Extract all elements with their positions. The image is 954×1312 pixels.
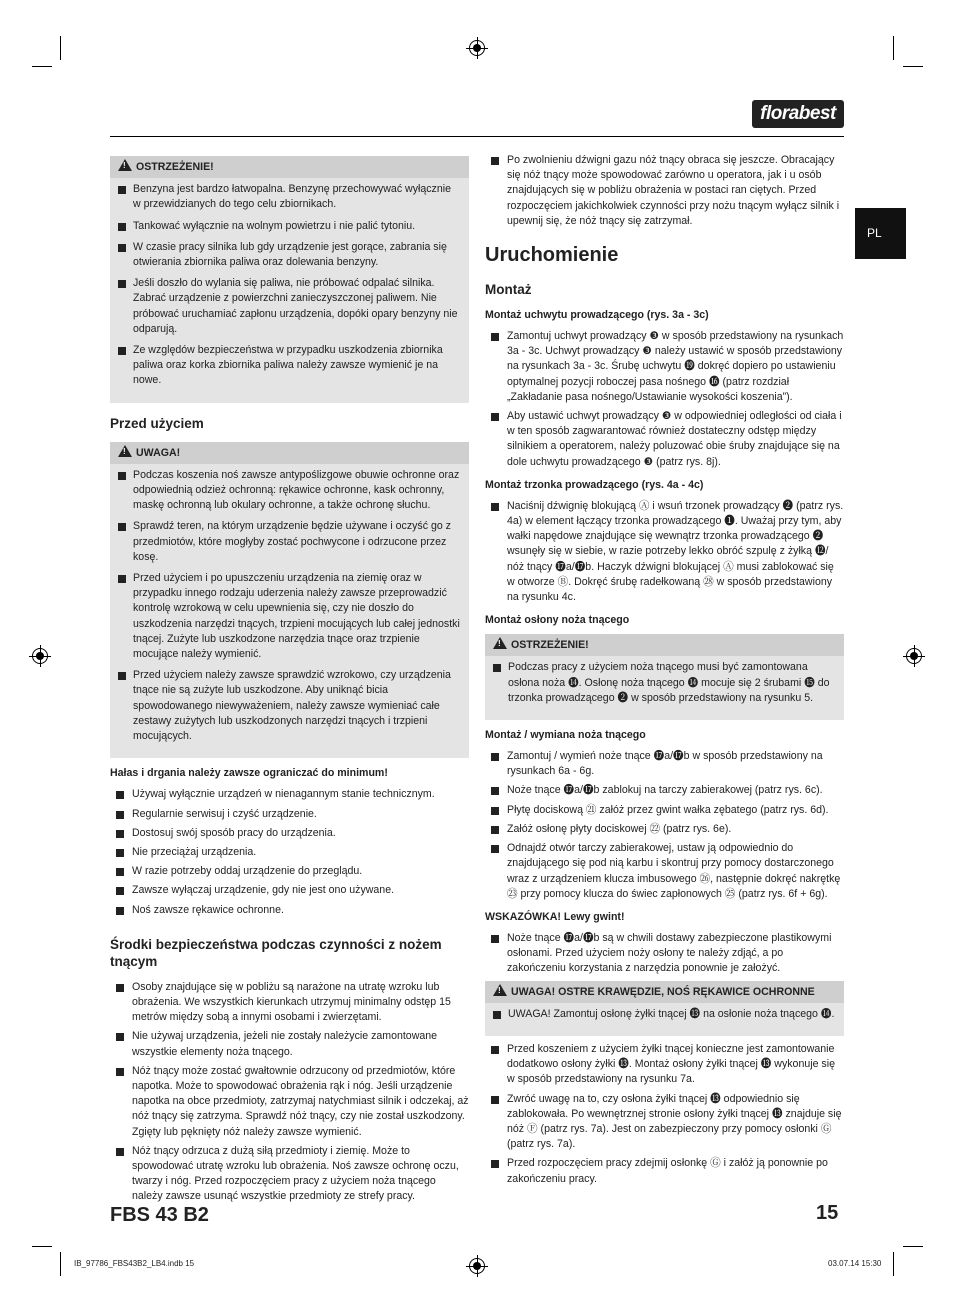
- right-column: [485, 153, 844, 1191]
- crop-mark: [893, 1252, 894, 1276]
- list-item: Benzyna jest bardzo łatwopalna. Benzynę przechowywać wyłącznie w przewidzianych do tego celu zbiornikach.: [118, 182, 461, 212]
- caution-box: [485, 981, 844, 1036]
- brand-logo: florabest: [752, 100, 844, 128]
- list-item: Noże tnące ⓱a/⓱b zablokuj na tarczy zabierakowej (patrz rys. 6c).: [485, 783, 844, 798]
- section-title: Montaż: [485, 282, 532, 298]
- warning-header: !OSTRZEŻENIE!: [110, 156, 469, 178]
- list-item: Po zwolnieniu dźwigni gazu nóż tnący obraca się jeszcze. Obracający się nóż tnący może spowodować zarówno u operatora, jak i u osób znajdujących się w pobliżu obrażenia w postaci ran ciętych. Przed rozpoczęciem jakichkolwiek czynności przy nożu tnącym wyłącz silnik i upewnij się, że nóż tnący się zatrzymał.: [485, 153, 844, 229]
- subsection-title: Montaż trzonka prowadzącego (rys. 4a - 4c): [485, 478, 704, 491]
- subsection-title: Montaż osłony noża tnącego: [485, 614, 630, 627]
- list-item: UWAGA! Zamontuj osłonę żyłki tnącej ⓭ na osłonie noża tnącego ⓮.: [493, 1007, 836, 1022]
- list-item: Jeśli doszło do wylania się paliwa, nie próbować odpalać silnika. Zabrać urządzenie z powierzchni zanieczyszczonej paliwem. Nie próbować uruchamiać zapłonu urządzenia, dopóki opary benzyny nie odparują.: [118, 276, 461, 337]
- file-info: IB_97786_FBS43B2_LB4.indb 15: [74, 1259, 195, 1268]
- language-tab: PL: [855, 208, 906, 259]
- page-number: 15: [816, 1202, 839, 1224]
- list-item: W razie potrzeby oddaj urządzenie do przeglądu.: [110, 864, 469, 879]
- list-item: Przed rozpoczęciem pracy zdejmij osłonkę Ⓖ i załóż ją ponownie po zakończeniu pracy.: [485, 1156, 844, 1186]
- list-item: Przed użyciem i po upuszczeniu urządzenia na ziemię oraz w przypadku innego rodzaju uderzenia należy zawsze przeprowadzić kontrolę wzrokową w celu upewnienia się, czy nie doszło do uszkodzenia narzędzi tnących, trzpieni mocujących lub całej jednostki tnącej. Zużyte lub uszkodzone narzędzia tnące oraz trzpienie mocujące należy wymienić.: [118, 571, 461, 662]
- crop-mark: [893, 36, 894, 60]
- caution-header: !UWAGA!: [110, 442, 469, 464]
- caution-box: [110, 442, 469, 759]
- registration-mark-icon: [32, 648, 48, 664]
- list-item: Podczas koszenia noś zawsze antypoślizgowe obuwie ochronne oraz odpowiednią odzież ochronną: rękawice ochronne, kask ochronny, maskę ochronną lub okulary ochronne, a także ochronę słuchu.: [118, 468, 461, 514]
- crop-mark: [903, 1246, 923, 1247]
- list-item: Regularnie serwisuj i czyść urządzenie.: [110, 807, 469, 822]
- list-item: Odnajdź otwór tarczy zabierakowej, ustaw ją odpowiednio do znajdującego się pod nią karbu i skontruj przy pomocy dostarczonego wraz z urządzeniem klucza imbusowego ㉖, następnie dokręć nakrętkę ㉓ przy pomocy klucza do świec zapłonowych ㉕ (patrz rys. 6f + 6g).: [485, 841, 844, 902]
- list-item: W czasie pracy silnika lub gdy urządzenie jest gorące, zabrania się otwierania zbiornika paliwa oraz dolewania benzyny.: [118, 240, 461, 270]
- warning-icon: [493, 637, 507, 649]
- list-item: Osoby znajdujące się w pobliżu są narażone na utratę wzroku lub obrażenia. We wszystkich kierunkach utrzymuj minimalny odstęp 15 metrów między sobą a innymi osobami i zwierzętami.: [110, 980, 469, 1026]
- section-title: Środki bezpieczeństwa podczas czynności z nożem tnącym: [110, 936, 442, 969]
- main-title: Uruchomienie: [485, 244, 619, 267]
- subsection-title: Montaż uchwytu prowadzącego (rys. 3a - 3c): [485, 309, 709, 322]
- list-item: Tankować wyłącznie na wolnym powietrzu i nie palić tytoniu.: [118, 219, 461, 234]
- crop-mark: [32, 1246, 52, 1247]
- list-item: Nóż tnący może zostać gwałtownie odrzucony od przedmiotów, które napotka. Może to spowodować obrażenia rąk i nóg. Jeśli urządzenie napotka na obce przedmioty, zatrzymaj natychmiast silnik i odczekaj, aż nóż tnący się zatrzyma. Sprawdź nóż tnący, czy nie został uszkodzony. Zgięty lub pęknięty nóż należy zawsze wymienić.: [110, 1064, 469, 1140]
- warning-icon: [118, 445, 132, 457]
- print-date: 03.07.14 15:30: [828, 1259, 882, 1268]
- list-item: Nie przeciążaj urządzenia.: [110, 845, 469, 860]
- list-item: Aby ustawić uchwyt prowadzący ❸ w odpowiedniej odległości od ciała i w ten sposób zagwarantować również dostateczny odstęp między silnikiem a operatorem, należy poluzować obie śruby znajdujące się na dole uchwytu prowadzącego ❸ (patrz rys. 8j).: [485, 409, 844, 470]
- list-item: Zamontuj uchwyt prowadzący ❸ w sposób przedstawiony na rysunkach 3a - 3c. Uchwyt prowadzący ❸ należy ustawić w sposób przedstawiony na rysunkach 3a - 3c. Śrubę uchwytu ⓳ dokręć dopiero po ustawieniu optymalnej pozycji roboczej pasa nośnego ⓰ (patrz rozdział „Zakładanie pasa nośnego/Ustawianie wysokości koszenia”).: [485, 329, 844, 405]
- list-item: Płytę dociskową ㉑ załóż przez gwint wałka zębatego (patrz rys. 6d).: [485, 803, 844, 818]
- list-item: Załóż osłonę płyty dociskowej ㉒ (patrz rys. 6e).: [485, 822, 844, 837]
- crop-mark: [60, 36, 61, 60]
- registration-mark-icon: [469, 40, 485, 56]
- registration-mark-icon: [906, 648, 922, 664]
- subsection-title: Montaż / wymiana noża tnącego: [485, 729, 646, 742]
- list-item: Noże tnące ⓱a/⓱b są w chwili dostawy zabezpieczone plastikowymi osłonami. Przed użyciem noży osłony te należy zdjąć, a po zakończeniu korzystania z narzędzia ponownie je założyć.: [485, 931, 844, 977]
- subsection-title: WSKAZÓWKA! Lewy gwint!: [485, 910, 625, 923]
- subsection-title: Hałas i drgania należy zawsze ograniczać do minimum!: [110, 767, 388, 780]
- warning-box: [110, 156, 469, 403]
- list-item: Przed użyciem należy zawsze sprawdzić wzrokowo, czy urządzenia tnące nie są zużyte lub uszkodzone. Aby uniknąć bicia spowodowanego niewyważeniem, należy zawsze wymieniać całe zestawy zużytych lub uszkodzonych narzędzi tnących i trzpieni mocujących.: [118, 668, 461, 744]
- list-item: Zwróć uwagę na to, czy osłona żyłki tnącej ⓭ odpowiednio się zablokowała. Po wewnętrznej stronie osłony żyłki tnącej ⓭ znajduje się nóż Ⓕ (patrz rys. 7a). Jest on zabezpieczony przy pomocy osłonki Ⓖ (patrz rys. 7a).: [485, 1092, 844, 1153]
- list-item: Noś zawsze rękawice ochronne.: [110, 903, 469, 918]
- list-item: Ze względów bezpieczeństwa w przypadku uszkodzenia zbiornika paliwa oraz korka zbiornika paliwa należy zawsze wymienić je na nowe.: [118, 343, 461, 389]
- list-item: Dostosuj swój sposób pracy do urządzenia.: [110, 826, 469, 841]
- crop-mark: [32, 66, 52, 67]
- crop-mark: [903, 66, 923, 67]
- warning-header: !OSTRZEŻENIE!: [485, 634, 844, 656]
- list-item: Przed koszeniem z użyciem żyłki tnącej konieczne jest zamontowanie dodatkowo osłony żyłki ⓭. Montaż osłony żyłki tnącej ⓭ wykonuje się w sposób przedstawiony na rysunku 7a.: [485, 1042, 844, 1088]
- list-item: Sprawdź teren, na którym urządzenie będzie używane i oczyść go z przedmiotów, które mogłyby zostać pochwycone i odrzucone przez kosę.: [118, 519, 461, 565]
- list-item: Nóż tnący odrzuca z dużą siłą przedmioty i ziemię. Może to spowodować utratę wzroku lub obrażenia. Noś zawsze ochronę oczu, twarzy i nóg. Przed rozpoczęciem pracy z użyciem noża tnącego należy zawsze usunąć wszystkie przedmioty ze strefy pracy.: [110, 1144, 469, 1205]
- header-rule: [110, 136, 844, 137]
- list-item: Nie używaj urządzenia, jeżeli nie zostały należycie zamontowane wszystkie elementy noża tnącego.: [110, 1029, 469, 1059]
- list-item: Podczas pracy z użyciem noża tnącego musi być zamontowana osłona noża ⓮. Osłonę noża tnącego ⓮ mocuje się 2 śrubami ⓯ do trzonka prowadzącego ❷ w sposób przedstawiony na rysunku 5.: [493, 660, 836, 706]
- warning-box: [485, 634, 844, 720]
- crop-mark: [60, 1252, 61, 1276]
- list-item: Naciśnij dźwignię blokującą Ⓐ i wsuń trzonek prowadzący ❷ (patrz rys. 4a) w element łączący trzonka prowadzącego ❶. Uważaj przy tym, aby wałki napędowe znajdujące się wewnątrz trzonka prowadzącego ❷ wsunęły się w siebie, w razie potrzeby lekko obróć szpulę z żyłką ⓬/ nóż tnący ⓱a/⓱b. Haczyk dźwigni blokującej Ⓐ musi zablokować się w otworze Ⓑ. Dokręć śrubę radełkowaną ㉘ w sposób przedstawiony na rysunku 4c.: [485, 499, 844, 605]
- model-name: FBS 43 B2: [110, 1204, 209, 1226]
- caution-header: !UWAGA! OSTRE KRAWĘDZIE, NOŚ RĘKAWICE OCHRONNE: [485, 981, 844, 1003]
- section-title: Przed użyciem: [110, 415, 204, 431]
- warning-icon: [493, 984, 507, 996]
- left-column: [110, 156, 469, 1209]
- registration-mark-icon: [469, 1258, 485, 1274]
- list-item: Zawsze wyłączaj urządzenie, gdy nie jest ono używane.: [110, 883, 469, 898]
- list-item: Używaj wyłącznie urządzeń w nienagannym stanie technicznym.: [110, 787, 469, 802]
- list-item: Zamontuj / wymień nożе tnące ⓱a/⓱b w sposób przedstawiony na rysunkach 6a - 6g.: [485, 749, 844, 779]
- warning-icon: [118, 159, 132, 171]
